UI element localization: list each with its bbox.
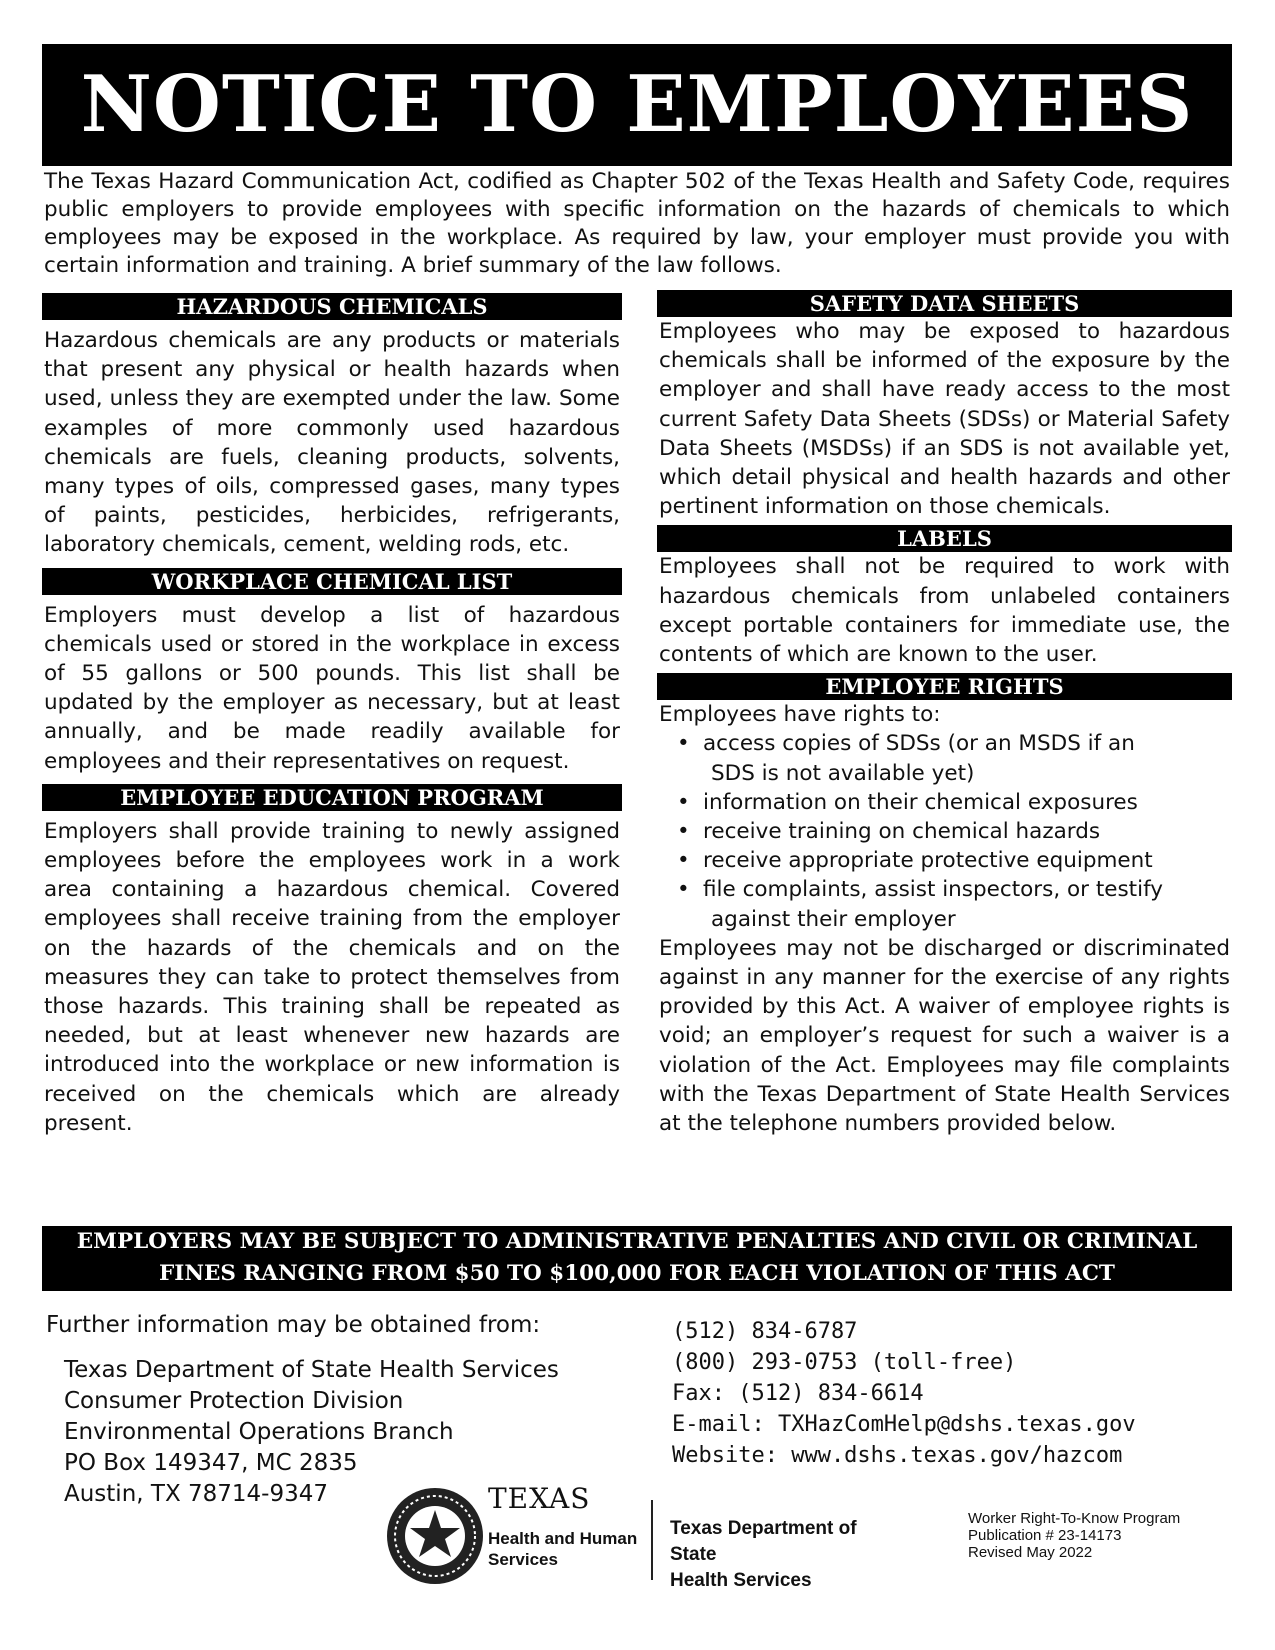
- employee-rights-lead: Employees have rights to:: [659, 702, 941, 728]
- list-item: • information on their chemical exposures: [677, 788, 1173, 817]
- revision-date: Revised May 2022: [968, 1544, 1093, 1561]
- page-title: NOTICE TO EMPLOYEES: [42, 44, 1232, 166]
- address-line: Environmental Operations Branch: [64, 1419, 454, 1445]
- workplace-chemical-list-text: Employers must develop a list of hazardous chemicals used or stored in the workplace in excess of 55 gallons or 500 pounds. This list shall be updated by the employer as necessary, but at least annually, and be made readily available for employees and their representatives on request.: [44, 602, 620, 774]
- hazardous-chemicals-text: Hazardous chemicals are any products or materials that present any physical or health hazards when used, unless they are exempted under the law. Some examples of more commonly used hazardous chemicals are fuels, cleaning products, solvents, many types of oils, compressed gases, many types of paints, pesticides, herbicides, refrigerants, laboratory chemicals, cement, welding rods, etc.: [44, 328, 620, 558]
- texas-star-seal-icon: [385, 1486, 485, 1586]
- employee-education-text: Employers shall provide training to newly assigned employees before the employees work in a work area containing a hazardous chemical. Covered employees shall receive training from the employer on the hazards of the chemicals and on the measures they can take to protect themselves from those hazards. This training shall be repeated as needed, but at least whenever new hazards are introduced into the workplace or new information is received on the chemicals which are already present.: [44, 818, 620, 1136]
- toll-free-number: (800) 293-0753 (toll-free): [672, 1350, 1017, 1375]
- employee-rights-closing: Employees may not be discharged or discriminated against in any manner for the exercise of any rights provided by this Act. A waiver of employee rights is void; an employer’s request for such a waiver is a violation of the Act. Employees may file complaints with the Texas Department of State Health Services at the telephone numbers provided below.: [659, 935, 1230, 1137]
- hhs-logo-title: TEXAS: [488, 1482, 591, 1515]
- email-address[interactable]: E-mail: TXHazComHelp@dshs.texas.gov: [672, 1412, 1136, 1437]
- penalty-line-1: EMPLOYERS MAY BE SUBJECT TO ADMINISTRATIVE PENALTIES AND CIVIL OR CRIMINAL: [76, 1229, 1198, 1254]
- labels-text: Employees shall not be required to work with hazardous chemicals from unlabeled containers except portable containers for immediate use, the contents of which are known to the user.: [659, 554, 1230, 668]
- publication-number: Publication # 23-14173: [968, 1527, 1122, 1544]
- heading-labels: LABELS: [657, 525, 1232, 552]
- right-column: [657, 290, 1232, 1142]
- heading-employee-rights: EMPLOYEE RIGHTS: [657, 673, 1232, 700]
- fax-number: Fax: (512) 834-6614: [672, 1381, 924, 1406]
- rights-list: [657, 729, 1232, 933]
- agency-logos: [385, 1478, 905, 1598]
- list-item: • receive training on chemical hazards: [677, 817, 1173, 846]
- dshs-logo-text: Texas Department of State Health Services: [670, 1518, 857, 1591]
- penalty-line-2: FINES RANGING FROM $50 TO $100,000 FOR EACH VIOLATION OF THIS ACT: [159, 1261, 1115, 1286]
- publication-info: [968, 1510, 1180, 1561]
- heading-safety-data-sheets: SAFETY DATA SHEETS: [657, 290, 1232, 317]
- intro-paragraph: The Texas Hazard Communication Act, codified as Chapter 502 of the Texas Health and Safety Code, requires public employers to provide employees with specific information on the hazards of chemicals to which employees may be exposed in the workplace. As required by law, your employer must provide you with certain information and training. A brief summary of the law follows.: [44, 169, 1230, 278]
- address-line: PO Box 149347, MC 2835: [64, 1450, 358, 1476]
- list-item: • receive appropriate protective equipment: [677, 846, 1173, 875]
- logo-divider: [651, 1500, 653, 1580]
- hhs-logo-subtitle: Health and Human Services: [488, 1529, 638, 1569]
- list-item: • access copies of SDSs (or an MSDS if an SDS is not available yet): [677, 729, 1173, 787]
- address-line: Consumer Protection Division: [64, 1388, 404, 1414]
- address-line: Austin, TX 78714-9347: [64, 1481, 329, 1507]
- heading-employee-education: EMPLOYEE EDUCATION PROGRAM: [42, 784, 622, 811]
- heading-hazardous-chemicals: HAZARDOUS CHEMICALS: [42, 293, 622, 320]
- phone-number: (512) 834-6787: [672, 1319, 858, 1344]
- list-item: • file complaints, assist inspectors, or testify against their employer: [677, 875, 1173, 933]
- program-name: Worker Right-To-Know Program: [968, 1510, 1181, 1527]
- heading-workplace-chemical-list: WORKPLACE CHEMICAL LIST: [42, 568, 622, 595]
- penalty-banner: [42, 1226, 1232, 1291]
- safety-data-sheets-text: Employees who may be exposed to hazardous chemicals shall be informed of the exposure by the employer and shall have ready access to the most current Safety Data Sheets (SDSs) or Material Safety Data Sheets (MSDSs) if an SDS is not available yet, which detail physical and health hazards and other pertinent information on those chemicals.: [659, 319, 1230, 520]
- address-line: Texas Department of State Health Services: [64, 1357, 559, 1383]
- left-column: [42, 293, 622, 1146]
- further-info-label: Further information may be obtained from:: [46, 1312, 541, 1338]
- website-link[interactable]: Website: www.dshs.texas.gov/hazcom: [672, 1443, 1123, 1468]
- contact-info: [672, 1316, 1136, 1471]
